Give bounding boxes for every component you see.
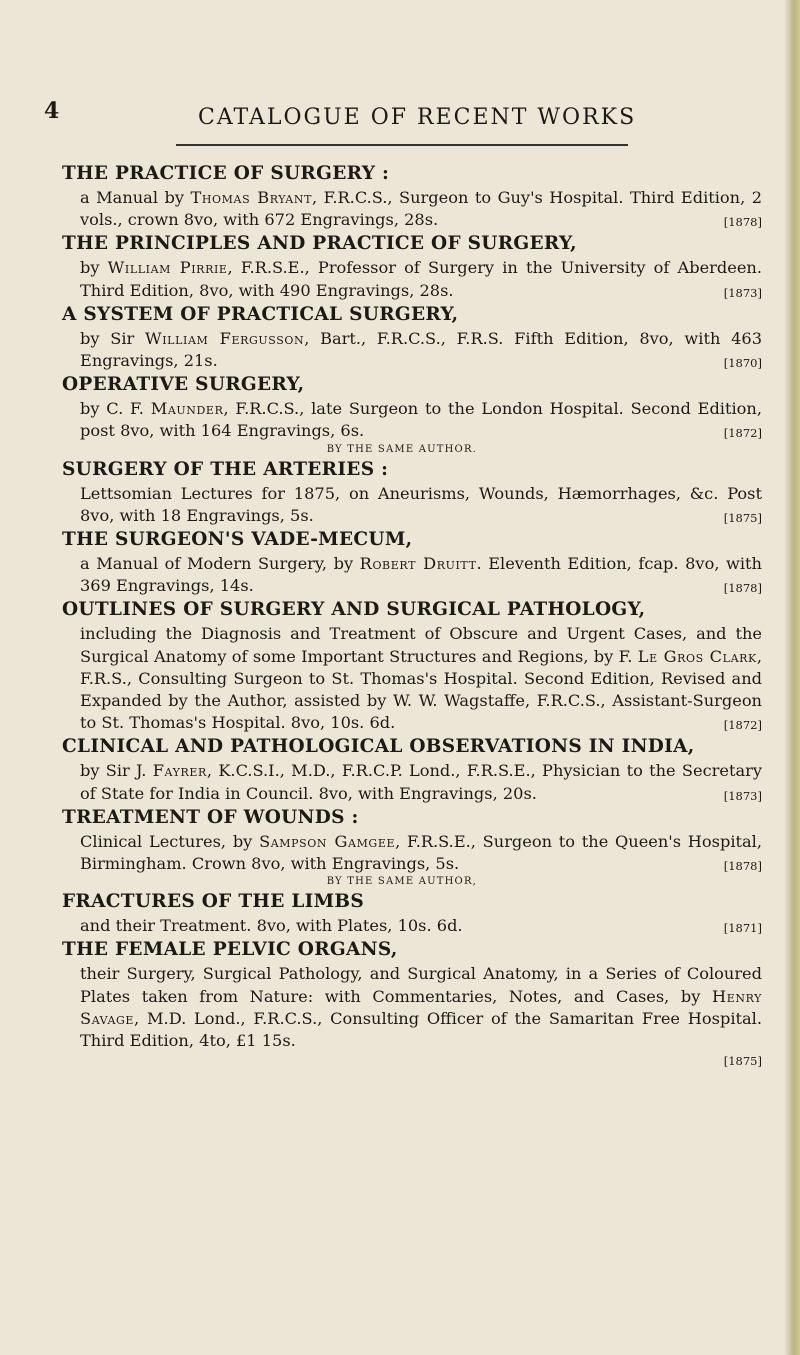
entry-author: Sampson Gamgee (259, 831, 396, 851)
entry-text: , F.R.S., Consulting Surgeon to St. Thomas's Hospital. Second Edition, Revised and Expanded by the Author, assisted by W. W. Wagstaffe, F.R.C.S., Assistant-Surgeon to St. Thomas's Hospital. 8vo, 10s. 6d. (80, 646, 762, 733)
entry-text: a Manual of Modern Surgery, by (80, 554, 360, 574)
entry-author: Maunder (150, 399, 224, 419)
entry-description (62, 187, 762, 231)
entry-title: OUTLINES OF SURGERY AND SURGICAL PATHOLOGY, (62, 599, 646, 621)
entry-title: A SYSTEM OF PRACTICAL SURGERY, (62, 303, 459, 325)
entry-date: [1873] (723, 285, 762, 300)
entry-description (62, 915, 762, 937)
entry-description (62, 328, 762, 372)
entry-author: Le Gros Clark (637, 646, 757, 666)
entry-title: OPERATIVE SURGERY, (62, 374, 305, 396)
entry-author: Henry Savage (80, 986, 762, 1028)
entry-description (62, 963, 762, 1052)
running-head: CATALOGUE OF RECENT WORKS (198, 105, 637, 130)
entry-text: by Sir (80, 328, 145, 348)
entry-date: [1871] (723, 921, 762, 936)
entry-text: Lettsomian Lectures for 1875, on Aneurisms, Wounds, Hæmorrhages, &c. Post 8vo, with 18 Engravings, 5s. (80, 483, 762, 525)
page-number: 4 (44, 98, 60, 124)
catalogue-entries (62, 161, 762, 1068)
header-rule (176, 144, 628, 146)
same-author-note: BY THE SAME AUTHOR, (326, 876, 478, 888)
catalogue-entry (62, 161, 762, 231)
entry-description (62, 553, 762, 597)
entry-date: [1870] (723, 356, 762, 371)
entry-title: CLINICAL AND PATHOLOGICAL OBSERVATIONS IN INDIA, (62, 736, 695, 758)
entry-author: Robert Druitt (359, 554, 477, 574)
catalogue-entry (62, 937, 762, 1068)
entry-title: FRACTURES OF THE LIMBS (62, 891, 364, 913)
catalogue-entry (62, 889, 762, 937)
entry-date: [1872] (723, 718, 762, 733)
entry-title: SURGERY OF THE ARTERIES : (62, 458, 389, 480)
entry-date: [1878] (723, 215, 762, 230)
entry-description (62, 623, 762, 734)
catalogue-entry (62, 805, 762, 889)
catalogue-entry (62, 597, 762, 734)
entry-text: , F.R.C.S., late Surgeon to the London Hospital. Second Edition, post 8vo, with 164 Engravings, 6s. (80, 399, 762, 441)
entry-text: , F.R.S.E., Surgeon to the Queen's Hospital, Birmingham. Crown 8vo, with Engravings, 5s. (80, 831, 762, 874)
entry-author: William Pirrie (107, 258, 228, 278)
entry-text: Clinical Lectures, by (80, 831, 260, 851)
entry-author: Fayrer (152, 761, 207, 781)
entry-title: THE PRINCIPLES AND PRACTICE OF SURGERY, (62, 233, 577, 255)
entry-title: TREATMENT OF WOUNDS : (62, 806, 359, 828)
entry-description (62, 483, 762, 527)
entry-description (62, 398, 762, 442)
entry-text: by (80, 258, 108, 278)
catalogue-entry (62, 457, 762, 527)
entry-text: . Eleventh Edition, fcap. 8vo, with 369 Engravings, 14s. (80, 554, 762, 596)
entry-title: THE FEMALE PELVIC ORGANS, (62, 939, 398, 961)
entry-text: their Surgery, Surgical Pathology, and Surgical Anatomy, in a Series of Coloured Plates taken from Nature: with Commentaries, Notes, and Cases, by (80, 964, 762, 1006)
catalogue-entry (62, 372, 762, 456)
entry-title: THE PRACTICE OF SURGERY : (62, 163, 390, 184)
page-edge-shadow (784, 0, 800, 1355)
catalogue-entry (62, 302, 762, 372)
entry-text: , K.C.S.I., M.D., F.R.C.P. Lond., F.R.S.E., Physician to the Secretary of State for India in Council. 8vo, with Engravings, 20s. (80, 761, 762, 803)
entry-author: Thomas Bryant (190, 188, 313, 207)
same-author-note: BY THE SAME AUTHOR. (326, 443, 478, 455)
entry-text: , Bart., F.R.C.S., F.R.S. Fifth Edition, 8vo, with 463 Engravings, 21s. (80, 328, 763, 371)
entry-date: [1873] (723, 788, 762, 803)
entry-date: [1872] (723, 426, 762, 441)
entry-date: [1875] (723, 1054, 762, 1069)
entry-text: including the Diagnosis and Treatment of Obscure and Urgent Cases, and the Surgical Anatomy of some Important Structures and Regions, by F. (80, 624, 762, 666)
entry-text: , F.R.S.E., Professor of Surgery in the University of Aberdeen. Third Edition, 8vo, with 490 Engravings, 28s. (80, 258, 762, 300)
entry-description (62, 760, 762, 804)
entry-date: [1878] (723, 581, 762, 596)
entry-text: and their Treatment. 8vo, with Plates, 10s. 6d. (80, 916, 463, 936)
catalogue-entry (62, 231, 762, 301)
entry-date: [1878] (723, 859, 762, 874)
entry-description (62, 257, 762, 301)
entry-text: , M.D. Lond., F.R.C.S., Consulting Officer of the Samaritan Free Hospital. Third Edition, 4to, £1 15s. (80, 1008, 762, 1051)
entry-text: by C. F. (80, 399, 151, 419)
catalogue-entry (62, 527, 762, 597)
entry-author: William Fergusson (145, 328, 305, 348)
entry-title: THE SURGEON'S VADE-MECUM, (62, 529, 413, 551)
entry-description (62, 831, 762, 875)
entry-text: , F.R.C.S., Surgeon to Guy's Hospital. Third Edition, 2 vols., crown 8vo, with 672 Engravings, 28s. (80, 188, 763, 230)
entry-text: a Manual by (80, 188, 191, 207)
catalogue-entry (62, 734, 762, 804)
entry-text: by Sir J. (80, 761, 153, 781)
entry-date: [1875] (723, 510, 762, 525)
